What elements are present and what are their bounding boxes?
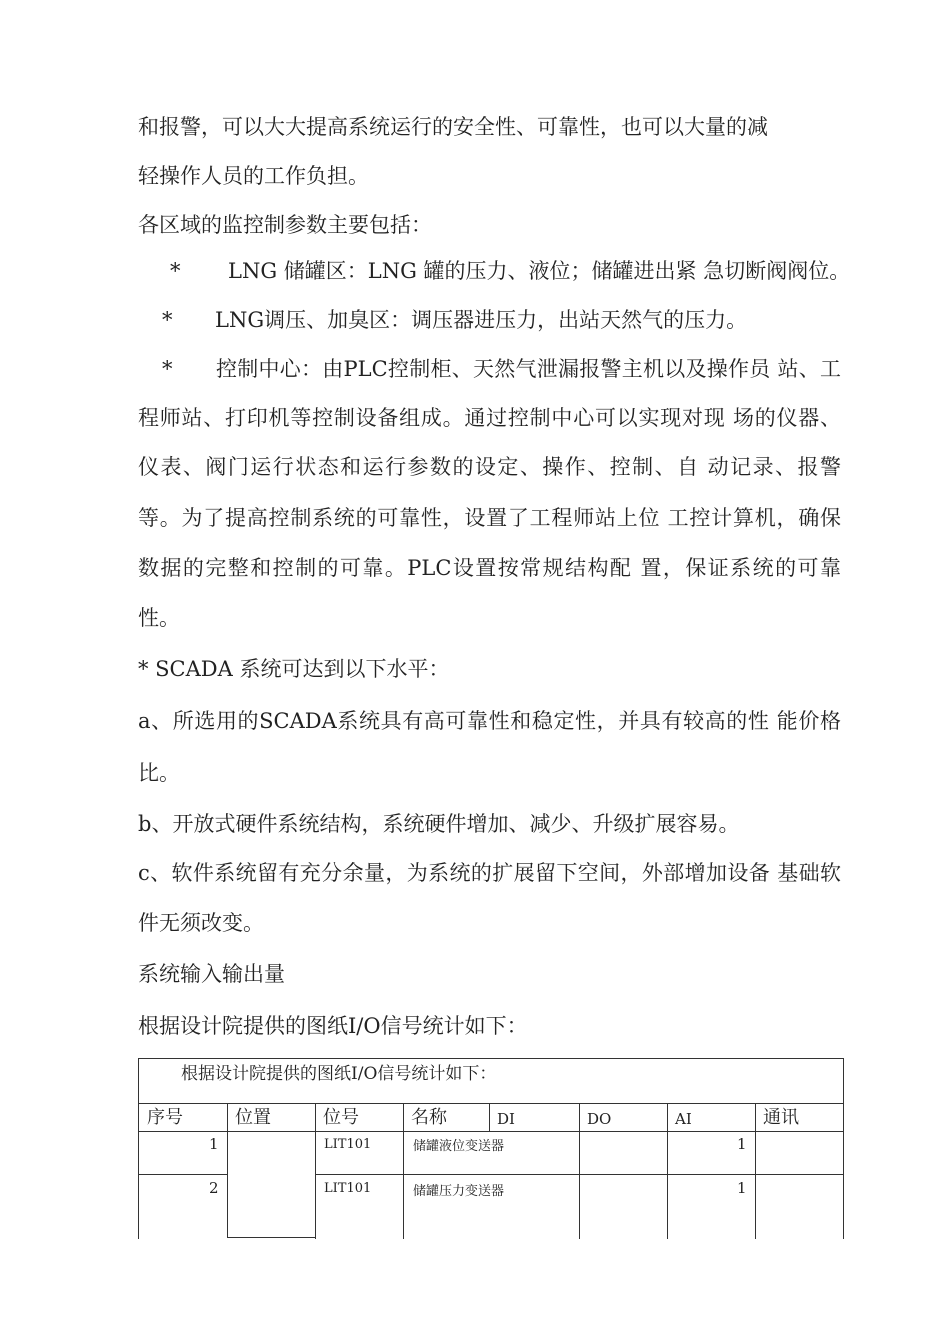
header-ai: AI	[675, 1110, 692, 1128]
bullet-marker: *	[170, 259, 181, 283]
table-rule	[489, 1103, 490, 1132]
bullet-item: 控制中心：由PLC控制柜、天然气泄漏报警主机以及操作员 站、工	[216, 357, 841, 381]
row-ai: 1	[737, 1179, 747, 1197]
row-tag: LIT101	[324, 1181, 372, 1196]
row-number: 1	[209, 1135, 219, 1153]
table-rule	[579, 1103, 580, 1239]
paragraph-line: 件无须改变。	[138, 911, 264, 935]
io-signal-table	[138, 1058, 844, 1239]
table-rule	[315, 1103, 316, 1239]
row-name: 储罐压力变送器	[413, 1184, 505, 1199]
header-name: 名称	[411, 1107, 447, 1128]
paragraph-line: 和报警，可以大大提高系统运行的安全性、可靠性，也可以大量的减	[138, 115, 768, 139]
paragraph-line: 根据设计院提供的图纸I/O信号统计如下：	[138, 1014, 528, 1038]
row-number: 2	[209, 1179, 219, 1197]
paragraph-line: 数据的完整和控制的可靠。PLC设置按常规结构配 置，保证系统的可靠	[138, 556, 841, 580]
table-rule	[139, 1103, 843, 1104]
paragraph-line: a、所选用的SCADA系统具有高可靠性和稳定性，并具有较高的性 能价格	[138, 709, 841, 733]
paragraph-line: 等。为了提高控制系统的可靠性，设置了工程师站上位 工控计算机，确保	[138, 506, 841, 530]
row-ai: 1	[737, 1135, 747, 1153]
bullet-item: LNG调压、加臭区：调压器进压力，出站天然气的压力。	[215, 308, 748, 332]
table-rule	[755, 1103, 756, 1239]
row-name: 储罐液位变送器	[413, 1139, 505, 1154]
header-no: 序号	[147, 1107, 183, 1128]
section-heading: 系统输入输出量	[138, 962, 285, 986]
paragraph-line: * SCADA 系统可达到以下水平：	[138, 657, 450, 681]
bullet-item: LNG 储罐区：LNG 罐的压力、液位；储罐进出紧 急切断阀阀位。	[228, 259, 851, 283]
row-tag: LIT101	[324, 1137, 372, 1152]
paragraph-line: 轻操作人员的工作负担。	[138, 164, 369, 188]
paragraph-line: 性。	[138, 606, 180, 630]
paragraph-line: b、开放式硬件系统结构，系统硬件增加、减少、升级扩展容易。	[138, 812, 740, 836]
paragraph-line: c、软件系统留有充分余量，为系统的扩展留下空间，外部增加设备 基础软	[138, 861, 841, 885]
header-location: 位置	[235, 1107, 271, 1128]
paragraph-line: 比。	[138, 761, 180, 785]
table-rule	[227, 1103, 228, 1238]
table-rule	[667, 1103, 668, 1239]
header-do: DO	[587, 1110, 612, 1128]
table-rule	[139, 1131, 843, 1132]
table-rule	[403, 1103, 404, 1239]
paragraph-line: 程师站、打印机等控制设备组成。通过控制中心可以实现对现 场的仪器、	[138, 406, 841, 430]
table-caption: 根据设计院提供的图纸I/O信号统计如下：	[181, 1064, 497, 1084]
table-rule	[139, 1174, 227, 1175]
bullet-marker: *	[162, 357, 173, 381]
paragraph-line: 仪表、阀门运行状态和运行参数的设定、操作、控制、自 动记录、报警	[138, 455, 841, 479]
paragraph-line: 各区域的监控制参数主要包括：	[138, 213, 432, 237]
header-di: DI	[497, 1110, 515, 1128]
bullet-marker: *	[162, 308, 173, 332]
table-rule	[227, 1237, 315, 1238]
header-comm: 通讯	[763, 1107, 799, 1128]
header-tag: 位号	[323, 1107, 359, 1128]
